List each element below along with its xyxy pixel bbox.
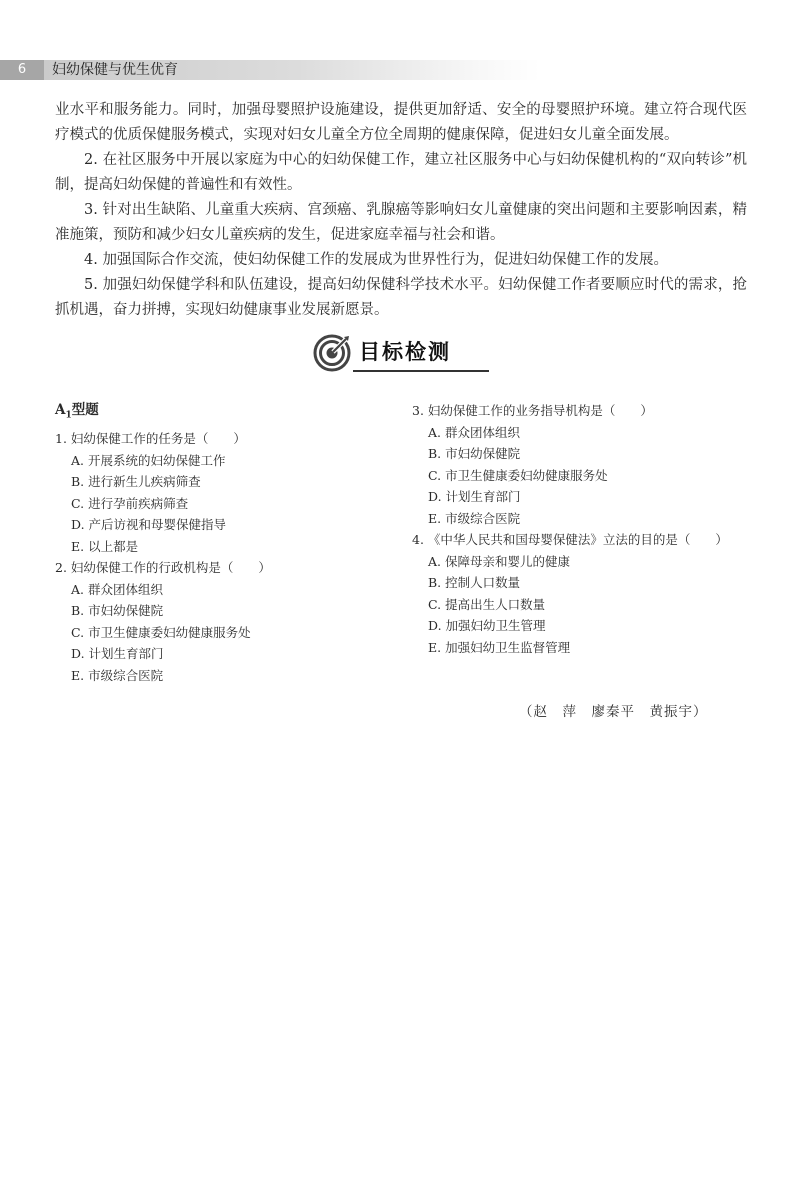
question: [412, 529, 752, 658]
paragraph: 业水平和服务能力。同时，加强母婴照护设施建设，提供更加舒适、安全的母婴照护环境。建立符合现代医疗模式的优质保健服务模式，实现对妇女儿童全方位全周期的健康保障，促进妇女儿童全面发展。: [55, 102, 747, 143]
quiz-column-right: [412, 400, 752, 658]
question-type-heading: [55, 400, 385, 427]
question-stem: 2. 妇幼保健工作的行政机构是（ ）: [55, 560, 271, 576]
body-text: [55, 98, 747, 323]
section-heading: [313, 332, 489, 374]
question-option: B. 市妇幼保健院: [428, 446, 521, 461]
question: [412, 400, 752, 529]
page-number: 6: [0, 60, 44, 80]
book-title: 妇幼保健与优生优育: [52, 62, 178, 78]
question-option: C. 市卫生健康委妇幼健康服务处: [428, 467, 608, 483]
question-option: E. 以上都是: [71, 538, 139, 554]
question-option: A. 群众团体组织: [71, 581, 163, 597]
question-option: E. 市级综合医院: [428, 510, 521, 526]
paragraph: 2. 在社区服务中开展以家庭为中心的妇幼保健工作，建立社区服务中心与妇幼保健机构的“双向转诊”机制，提高妇幼保健的普遍性和有效性。: [55, 152, 747, 193]
question-option: E. 加强妇幼卫生监督管理: [428, 639, 571, 655]
question: [55, 557, 385, 686]
quiz-column-left: [55, 400, 385, 686]
question-option: B. 进行新生儿疾病筛查: [71, 474, 201, 490]
paragraph: 3. 针对出生缺陷、儿童重大疾病、宫颈癌、乳腺癌等影响妇女儿童健康的突出问题和主要影响因素，精准施策，预防和减少妇女儿童疾病的发生，促进家庭幸福与社会和谐。: [55, 202, 747, 243]
question-option: D. 产后访视和母婴保健指导: [71, 517, 227, 533]
question-option: A. 保障母亲和婴儿的健康: [428, 553, 570, 569]
question-option: C. 进行孕前疾病筛查: [71, 495, 189, 511]
section-underline: [353, 370, 489, 372]
question-stem: 4. 《中华人民共和国母婴保健法》立法的目的是（ ）: [412, 532, 728, 547]
question-option: D. 加强妇幼卫生管理: [428, 618, 546, 633]
target-icon: [313, 334, 351, 372]
question-option: E. 市级综合医院: [71, 667, 164, 683]
question-type-subscript: 1: [65, 410, 72, 421]
paragraph: 5. 加强妇幼保健学科和队伍建设，提高妇幼保健科学技术水平。妇幼保健工作者要顺应时代的需求，抢抓机遇，奋力拼搏，实现妇幼健康事业发展新愿景。: [55, 277, 747, 318]
question-option: C. 提高出生人口数量: [428, 596, 546, 612]
page-header: [0, 60, 800, 80]
section-title: 目标检测: [359, 340, 451, 364]
question-option: D. 计划生育部门: [71, 646, 164, 662]
question-option: B. 控制人口数量: [428, 575, 521, 590]
question-type-suffix: 型题: [71, 402, 99, 418]
question-option: B. 市妇幼保健院: [71, 603, 164, 619]
question-option: A. 开展系统的妇幼保健工作: [71, 452, 226, 468]
question-stem: 3. 妇幼保健工作的业务指导机构是（ ）: [412, 403, 653, 418]
author-credit: （赵 萍 廖秦平 黄振宇）: [519, 704, 708, 720]
question-option: D. 计划生育部门: [428, 489, 521, 504]
question-stem: 1. 妇幼保健工作的任务是（ ）: [55, 431, 246, 447]
question: [55, 428, 385, 557]
paragraph: 4. 加强国际合作交流，使妇幼保健工作的发展成为世界性行为，促进妇幼保健工作的发展。: [84, 252, 668, 268]
question-type-letter: A: [55, 402, 66, 418]
question-option: A. 群众团体组织: [428, 424, 520, 440]
question-option: C. 市卫生健康委妇幼健康服务处: [71, 624, 251, 640]
